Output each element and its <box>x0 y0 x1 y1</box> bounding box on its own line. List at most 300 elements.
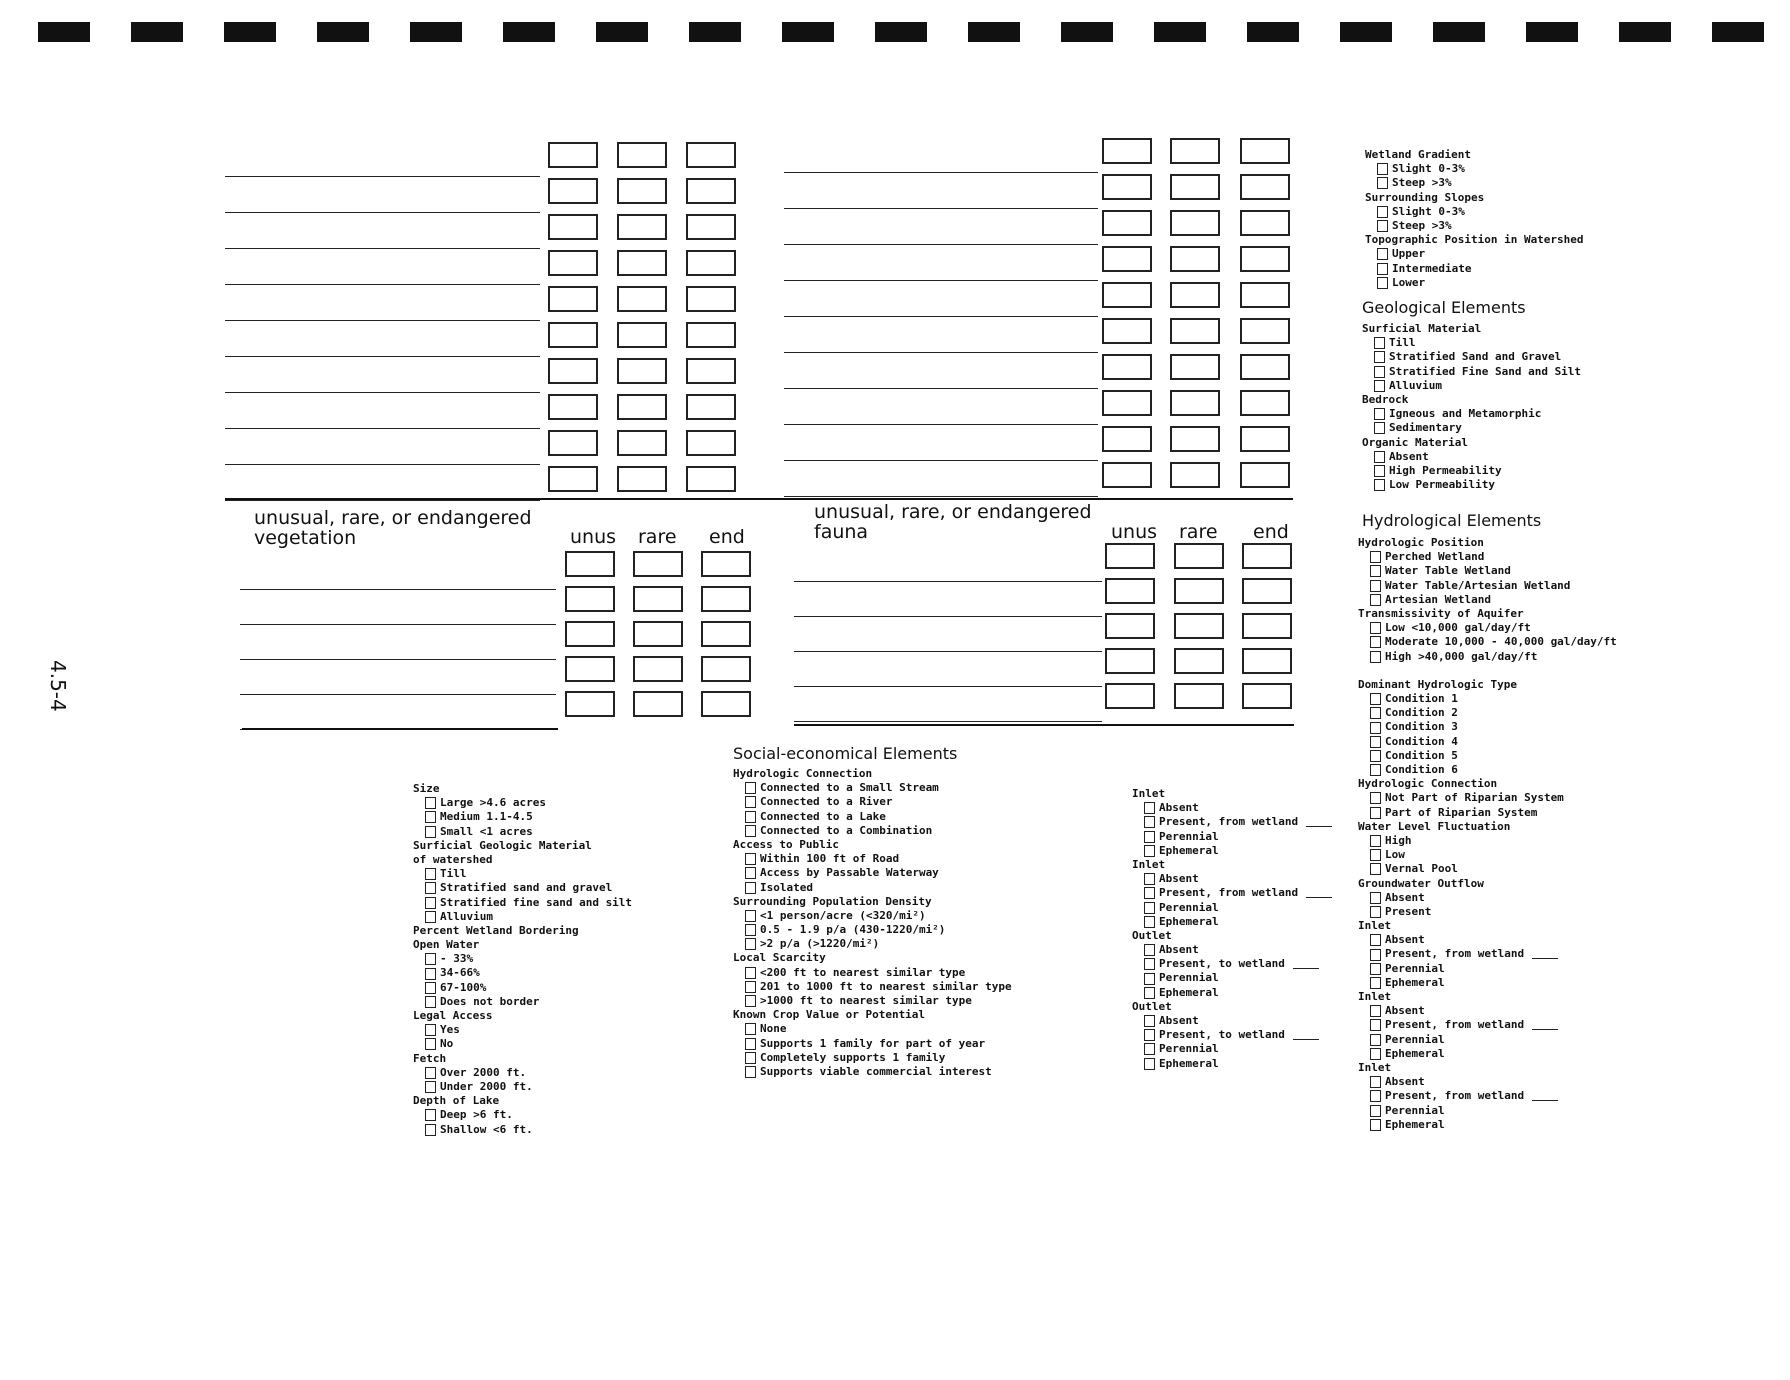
checkbox-cell[interactable] <box>1242 543 1292 569</box>
checklist-option[interactable] <box>413 825 632 839</box>
checkbox-cell[interactable] <box>686 214 736 240</box>
checkbox-cell[interactable] <box>1242 578 1292 604</box>
checkbox[interactable] <box>1370 736 1381 748</box>
checklist-option[interactable] <box>1362 450 1581 464</box>
checklist-option[interactable] <box>1358 749 1617 763</box>
entry-line[interactable] <box>784 352 1098 353</box>
checkbox[interactable] <box>1144 973 1155 985</box>
entry-line[interactable] <box>794 686 1102 687</box>
checkbox[interactable] <box>425 982 436 994</box>
checklist-option[interactable] <box>733 781 1012 795</box>
checkbox[interactable] <box>425 911 436 923</box>
checkbox[interactable] <box>1144 1029 1155 1041</box>
checkbox[interactable] <box>425 868 436 880</box>
checkbox-cell[interactable] <box>686 178 736 204</box>
checklist-option[interactable] <box>1365 219 1584 233</box>
checkbox-cell[interactable] <box>548 430 598 456</box>
checkbox-cell[interactable] <box>1240 390 1290 416</box>
checklist-option[interactable] <box>413 1023 632 1037</box>
checkbox[interactable] <box>745 853 756 865</box>
checklist-option[interactable] <box>1358 564 1617 578</box>
checkbox[interactable] <box>1370 807 1381 819</box>
checklist-option[interactable] <box>1358 791 1617 805</box>
entry-line[interactable] <box>225 320 540 321</box>
checkbox[interactable] <box>1144 958 1155 970</box>
checklist-option[interactable] <box>1362 365 1581 379</box>
checkbox-cell[interactable] <box>1105 683 1155 709</box>
entry-line[interactable] <box>784 388 1098 389</box>
checkbox-cell[interactable] <box>565 691 615 717</box>
entry-line[interactable] <box>784 460 1098 461</box>
entry-line[interactable] <box>225 248 540 249</box>
checklist-option[interactable] <box>413 1066 632 1080</box>
checkbox-cell[interactable] <box>1102 246 1152 272</box>
checklist-option[interactable] <box>1358 976 1617 990</box>
checklist-option[interactable] <box>1358 834 1617 848</box>
checkbox-cell[interactable] <box>565 586 615 612</box>
checkbox[interactable] <box>1144 1043 1155 1055</box>
checkbox-cell[interactable] <box>548 466 598 492</box>
entry-line[interactable] <box>784 244 1098 245</box>
checklist-option[interactable] <box>413 1108 632 1122</box>
checkbox-cell[interactable] <box>1174 683 1224 709</box>
checklist-option[interactable] <box>1358 862 1617 876</box>
checkbox[interactable] <box>1370 1048 1381 1060</box>
checklist-option[interactable] <box>413 867 632 881</box>
checkbox[interactable] <box>1370 636 1381 648</box>
entry-line[interactable] <box>225 464 540 465</box>
entry-line[interactable] <box>225 356 540 357</box>
checkbox-cell[interactable] <box>686 430 736 456</box>
checkbox[interactable] <box>745 995 756 1007</box>
checkbox[interactable] <box>1144 902 1155 914</box>
checkbox[interactable] <box>1377 220 1388 232</box>
checkbox[interactable] <box>425 1124 436 1136</box>
checkbox-cell[interactable] <box>1170 354 1220 380</box>
checkbox[interactable] <box>1370 963 1381 975</box>
entry-line[interactable] <box>240 694 556 695</box>
checklist-option[interactable] <box>413 1037 632 1051</box>
checkbox-cell[interactable] <box>1170 138 1220 164</box>
checkbox[interactable] <box>1374 422 1385 434</box>
checklist-option[interactable] <box>413 966 632 980</box>
checkbox[interactable] <box>745 811 756 823</box>
entry-line[interactable] <box>225 284 540 285</box>
checklist-option[interactable] <box>1132 957 1332 971</box>
checkbox[interactable] <box>1370 764 1381 776</box>
checkbox[interactable] <box>425 953 436 965</box>
entry-line[interactable] <box>784 316 1098 317</box>
checkbox[interactable] <box>1144 845 1155 857</box>
checkbox[interactable] <box>745 1066 756 1078</box>
checkbox-cell[interactable] <box>686 466 736 492</box>
checkbox-cell[interactable] <box>1102 354 1152 380</box>
checklist-option[interactable] <box>1132 815 1332 829</box>
checkbox-cell[interactable] <box>686 394 736 420</box>
checkbox-cell[interactable] <box>617 250 667 276</box>
checkbox[interactable] <box>745 782 756 794</box>
checkbox[interactable] <box>425 968 436 980</box>
checkbox-cell[interactable] <box>1170 318 1220 344</box>
checkbox-cell[interactable] <box>565 551 615 577</box>
checkbox[interactable] <box>425 1081 436 1093</box>
checklist-option[interactable] <box>1358 848 1617 862</box>
checkbox-cell[interactable] <box>1240 246 1290 272</box>
checkbox-cell[interactable] <box>565 656 615 682</box>
checkbox-cell[interactable] <box>548 322 598 348</box>
checkbox-cell[interactable] <box>1240 318 1290 344</box>
checkbox-cell[interactable] <box>617 142 667 168</box>
checklist-option[interactable] <box>1362 379 1581 393</box>
checklist-option[interactable] <box>1358 735 1617 749</box>
entry-line[interactable] <box>794 616 1102 617</box>
entry-line[interactable] <box>225 392 540 393</box>
checklist-option[interactable] <box>1358 947 1617 961</box>
checkbox-cell[interactable] <box>633 621 683 647</box>
checklist-option[interactable] <box>1132 886 1332 900</box>
checkbox-cell[interactable] <box>1174 543 1224 569</box>
checkbox[interactable] <box>1144 1058 1155 1070</box>
checkbox[interactable] <box>1370 622 1381 634</box>
checkbox-cell[interactable] <box>1170 210 1220 236</box>
checkbox-cell[interactable] <box>617 394 667 420</box>
checkbox[interactable] <box>1370 1090 1381 1102</box>
checklist-option[interactable] <box>413 910 632 924</box>
checkbox-cell[interactable] <box>1102 390 1152 416</box>
checkbox-cell[interactable] <box>617 322 667 348</box>
entry-line[interactable] <box>225 176 540 177</box>
entry-line[interactable] <box>784 172 1098 173</box>
checklist-option[interactable] <box>1132 1057 1332 1071</box>
checklist-option[interactable] <box>1132 1014 1332 1028</box>
checklist-option[interactable] <box>733 795 1012 809</box>
checkbox-cell[interactable] <box>1240 462 1290 488</box>
checklist-option[interactable] <box>1365 276 1584 290</box>
checkbox[interactable] <box>1370 651 1381 663</box>
checklist-option[interactable] <box>1132 986 1332 1000</box>
checklist-option[interactable] <box>1358 1089 1617 1103</box>
checkbox[interactable] <box>425 797 436 809</box>
checkbox-cell[interactable] <box>1102 462 1152 488</box>
checkbox-cell[interactable] <box>1240 426 1290 452</box>
checkbox[interactable] <box>1370 1019 1381 1031</box>
checkbox[interactable] <box>745 938 756 950</box>
checkbox-cell[interactable] <box>633 691 683 717</box>
checklist-option[interactable] <box>413 1080 632 1094</box>
fill-in-blank[interactable] <box>1293 960 1319 969</box>
checkbox-cell[interactable] <box>548 394 598 420</box>
checkbox[interactable] <box>1370 693 1381 705</box>
checkbox-cell[interactable] <box>1240 174 1290 200</box>
entry-line[interactable] <box>240 659 556 660</box>
checkbox[interactable] <box>1144 944 1155 956</box>
checkbox-cell[interactable] <box>1240 210 1290 236</box>
checklist-option[interactable] <box>1132 1028 1332 1042</box>
checkbox-cell[interactable] <box>1240 354 1290 380</box>
checkbox[interactable] <box>1374 479 1385 491</box>
checkbox[interactable] <box>425 1024 436 1036</box>
checklist-option[interactable] <box>1358 891 1617 905</box>
checkbox-cell[interactable] <box>1105 613 1155 639</box>
checklist-option[interactable] <box>733 909 1012 923</box>
checkbox[interactable] <box>745 1038 756 1050</box>
entry-line[interactable] <box>784 208 1098 209</box>
entry-line[interactable] <box>784 424 1098 425</box>
checkbox-cell[interactable] <box>1170 282 1220 308</box>
checkbox-cell[interactable] <box>565 621 615 647</box>
checkbox[interactable] <box>745 967 756 979</box>
checkbox-cell[interactable] <box>1240 138 1290 164</box>
checklist-option[interactable] <box>413 952 632 966</box>
checklist-option[interactable] <box>1358 1018 1617 1032</box>
checklist-option[interactable] <box>733 937 1012 951</box>
checkbox[interactable] <box>425 882 436 894</box>
checklist-option[interactable] <box>1358 1033 1617 1047</box>
checkbox[interactable] <box>1144 1015 1155 1027</box>
checkbox[interactable] <box>745 867 756 879</box>
checkbox-cell[interactable] <box>617 430 667 456</box>
checkbox-cell[interactable] <box>1174 648 1224 674</box>
checklist-option[interactable] <box>413 796 632 810</box>
entry-line[interactable] <box>225 212 540 213</box>
checkbox-cell[interactable] <box>617 214 667 240</box>
checklist-option[interactable] <box>1132 943 1332 957</box>
checklist-option[interactable] <box>413 995 632 1009</box>
checkbox-cell[interactable] <box>701 621 751 647</box>
checklist-option[interactable] <box>413 981 632 995</box>
checklist-option[interactable] <box>733 980 1012 994</box>
checkbox[interactable] <box>1370 565 1381 577</box>
fill-in-blank[interactable] <box>1532 1021 1558 1030</box>
checkbox[interactable] <box>745 1023 756 1035</box>
checkbox-cell[interactable] <box>686 250 736 276</box>
checkbox[interactable] <box>745 1052 756 1064</box>
checklist-option[interactable] <box>413 896 632 910</box>
fill-in-blank[interactable] <box>1532 950 1558 959</box>
checkbox-cell[interactable] <box>548 142 598 168</box>
checkbox[interactable] <box>1370 594 1381 606</box>
checkbox-cell[interactable] <box>548 214 598 240</box>
checkbox-cell[interactable] <box>1170 462 1220 488</box>
checklist-option[interactable] <box>1132 971 1332 985</box>
checklist-option[interactable] <box>1362 464 1581 478</box>
entry-line[interactable] <box>784 496 1098 497</box>
checklist-option[interactable] <box>1362 336 1581 350</box>
checkbox-cell[interactable] <box>1105 543 1155 569</box>
checkbox[interactable] <box>1370 934 1381 946</box>
checkbox[interactable] <box>1370 906 1381 918</box>
checklist-option[interactable] <box>1132 1042 1332 1056</box>
checklist-option[interactable] <box>1358 706 1617 720</box>
checkbox-cell[interactable] <box>701 691 751 717</box>
checklist-option[interactable] <box>1362 407 1581 421</box>
checklist-option[interactable] <box>1358 650 1617 664</box>
checkbox[interactable] <box>1370 849 1381 861</box>
checklist-option[interactable] <box>1358 692 1617 706</box>
checklist-option[interactable] <box>1358 1047 1617 1061</box>
entry-line[interactable] <box>240 589 556 590</box>
checkbox-cell[interactable] <box>686 142 736 168</box>
checkbox[interactable] <box>1377 263 1388 275</box>
checkbox-cell[interactable] <box>548 250 598 276</box>
checkbox-cell[interactable] <box>1170 426 1220 452</box>
checkbox[interactable] <box>1374 408 1385 420</box>
checkbox[interactable] <box>1377 206 1388 218</box>
checkbox-cell[interactable] <box>617 466 667 492</box>
checklist-option[interactable] <box>413 1123 632 1137</box>
checkbox[interactable] <box>745 825 756 837</box>
checklist-option[interactable] <box>1365 247 1584 261</box>
fill-in-blank[interactable] <box>1306 818 1332 827</box>
checkbox[interactable] <box>1374 451 1385 463</box>
checklist-option[interactable] <box>1358 1104 1617 1118</box>
checkbox[interactable] <box>425 1038 436 1050</box>
checkbox[interactable] <box>1370 863 1381 875</box>
checklist-option[interactable] <box>733 1051 1012 1065</box>
checkbox[interactable] <box>425 897 436 909</box>
checkbox[interactable] <box>1144 873 1155 885</box>
checklist-option[interactable] <box>1132 872 1332 886</box>
checkbox[interactable] <box>1370 551 1381 563</box>
checklist-option[interactable] <box>413 810 632 824</box>
checkbox[interactable] <box>745 981 756 993</box>
checkbox-cell[interactable] <box>1170 390 1220 416</box>
checkbox[interactable] <box>1370 792 1381 804</box>
checkbox-cell[interactable] <box>1242 613 1292 639</box>
checkbox-cell[interactable] <box>1242 683 1292 709</box>
checkbox[interactable] <box>425 1109 436 1121</box>
checklist-option[interactable] <box>733 994 1012 1008</box>
checklist-option[interactable] <box>1358 1004 1617 1018</box>
checkbox[interactable] <box>1374 351 1385 363</box>
checkbox[interactable] <box>1370 977 1381 989</box>
checkbox-cell[interactable] <box>1102 318 1152 344</box>
checklist-option[interactable] <box>1358 1118 1617 1132</box>
checkbox-cell[interactable] <box>633 656 683 682</box>
checklist-option[interactable] <box>1358 593 1617 607</box>
checkbox[interactable] <box>1370 1076 1381 1088</box>
checklist-option[interactable] <box>733 866 1012 880</box>
checkbox-cell[interactable] <box>686 286 736 312</box>
checklist-option[interactable] <box>733 1022 1012 1036</box>
checklist-option[interactable] <box>1132 844 1332 858</box>
checkbox[interactable] <box>1370 750 1381 762</box>
checklist-option[interactable] <box>1362 421 1581 435</box>
checkbox[interactable] <box>1370 1034 1381 1046</box>
checkbox[interactable] <box>1374 366 1385 378</box>
checkbox[interactable] <box>425 996 436 1008</box>
checklist-option[interactable] <box>733 824 1012 838</box>
checkbox[interactable] <box>1377 277 1388 289</box>
checklist-option[interactable] <box>1358 635 1617 649</box>
checkbox-cell[interactable] <box>1170 246 1220 272</box>
checkbox-cell[interactable] <box>1170 174 1220 200</box>
checkbox-cell[interactable] <box>686 358 736 384</box>
checklist-option[interactable] <box>413 881 632 895</box>
checklist-option[interactable] <box>1358 579 1617 593</box>
checklist-option[interactable] <box>1365 162 1584 176</box>
checklist-option[interactable] <box>733 1065 1012 1079</box>
checkbox[interactable] <box>1377 248 1388 260</box>
checkbox[interactable] <box>1370 949 1381 961</box>
entry-line[interactable] <box>240 624 556 625</box>
checkbox[interactable] <box>1144 916 1155 928</box>
checklist-option[interactable] <box>1362 478 1581 492</box>
checkbox[interactable] <box>1370 707 1381 719</box>
checklist-option[interactable] <box>733 1037 1012 1051</box>
checkbox[interactable] <box>425 811 436 823</box>
checkbox[interactable] <box>1370 892 1381 904</box>
checklist-option[interactable] <box>1358 962 1617 976</box>
checklist-option[interactable] <box>733 810 1012 824</box>
checkbox[interactable] <box>1370 722 1381 734</box>
checkbox-cell[interactable] <box>1102 138 1152 164</box>
checkbox[interactable] <box>425 826 436 838</box>
checkbox-cell[interactable] <box>1174 613 1224 639</box>
checkbox-cell[interactable] <box>548 178 598 204</box>
checkbox-cell[interactable] <box>633 586 683 612</box>
checklist-option[interactable] <box>1365 176 1584 190</box>
checkbox-cell[interactable] <box>701 551 751 577</box>
checkbox-cell[interactable] <box>701 586 751 612</box>
checkbox[interactable] <box>745 882 756 894</box>
checklist-option[interactable] <box>1358 806 1617 820</box>
checklist-option[interactable] <box>733 923 1012 937</box>
checkbox[interactable] <box>1144 987 1155 999</box>
checklist-option[interactable] <box>1358 933 1617 947</box>
checkbox[interactable] <box>1377 177 1388 189</box>
checklist-option[interactable] <box>1362 350 1581 364</box>
checkbox[interactable] <box>1370 835 1381 847</box>
checklist-option[interactable] <box>1365 205 1584 219</box>
checkbox-cell[interactable] <box>633 551 683 577</box>
entry-line[interactable] <box>225 428 540 429</box>
checkbox[interactable] <box>1374 337 1385 349</box>
entry-line[interactable] <box>784 280 1098 281</box>
checkbox-cell[interactable] <box>1105 648 1155 674</box>
fill-in-blank[interactable] <box>1532 1092 1558 1101</box>
checkbox[interactable] <box>745 796 756 808</box>
checkbox-cell[interactable] <box>1174 578 1224 604</box>
checkbox-cell[interactable] <box>617 286 667 312</box>
checkbox-cell[interactable] <box>617 358 667 384</box>
checkbox[interactable] <box>1370 1105 1381 1117</box>
checkbox[interactable] <box>745 910 756 922</box>
checkbox[interactable] <box>425 1067 436 1079</box>
checklist-option[interactable] <box>1358 621 1617 635</box>
checklist-option[interactable] <box>733 852 1012 866</box>
checkbox[interactable] <box>1370 580 1381 592</box>
checkbox-cell[interactable] <box>548 358 598 384</box>
checkbox[interactable] <box>1374 465 1385 477</box>
checklist-option[interactable] <box>733 966 1012 980</box>
checkbox-cell[interactable] <box>686 322 736 348</box>
checkbox-cell[interactable] <box>1240 282 1290 308</box>
checklist-option[interactable] <box>1358 550 1617 564</box>
checklist-option[interactable] <box>1358 763 1617 777</box>
checkbox[interactable] <box>1144 802 1155 814</box>
checklist-option[interactable] <box>733 881 1012 895</box>
checkbox-cell[interactable] <box>1102 210 1152 236</box>
checkbox[interactable] <box>1370 1119 1381 1131</box>
checklist-option[interactable] <box>1358 905 1617 919</box>
checklist-option[interactable] <box>1358 720 1617 734</box>
checkbox[interactable] <box>1144 816 1155 828</box>
checkbox[interactable] <box>1370 1005 1381 1017</box>
entry-line[interactable] <box>794 581 1102 582</box>
checkbox[interactable] <box>1144 887 1155 899</box>
entry-line[interactable] <box>794 651 1102 652</box>
